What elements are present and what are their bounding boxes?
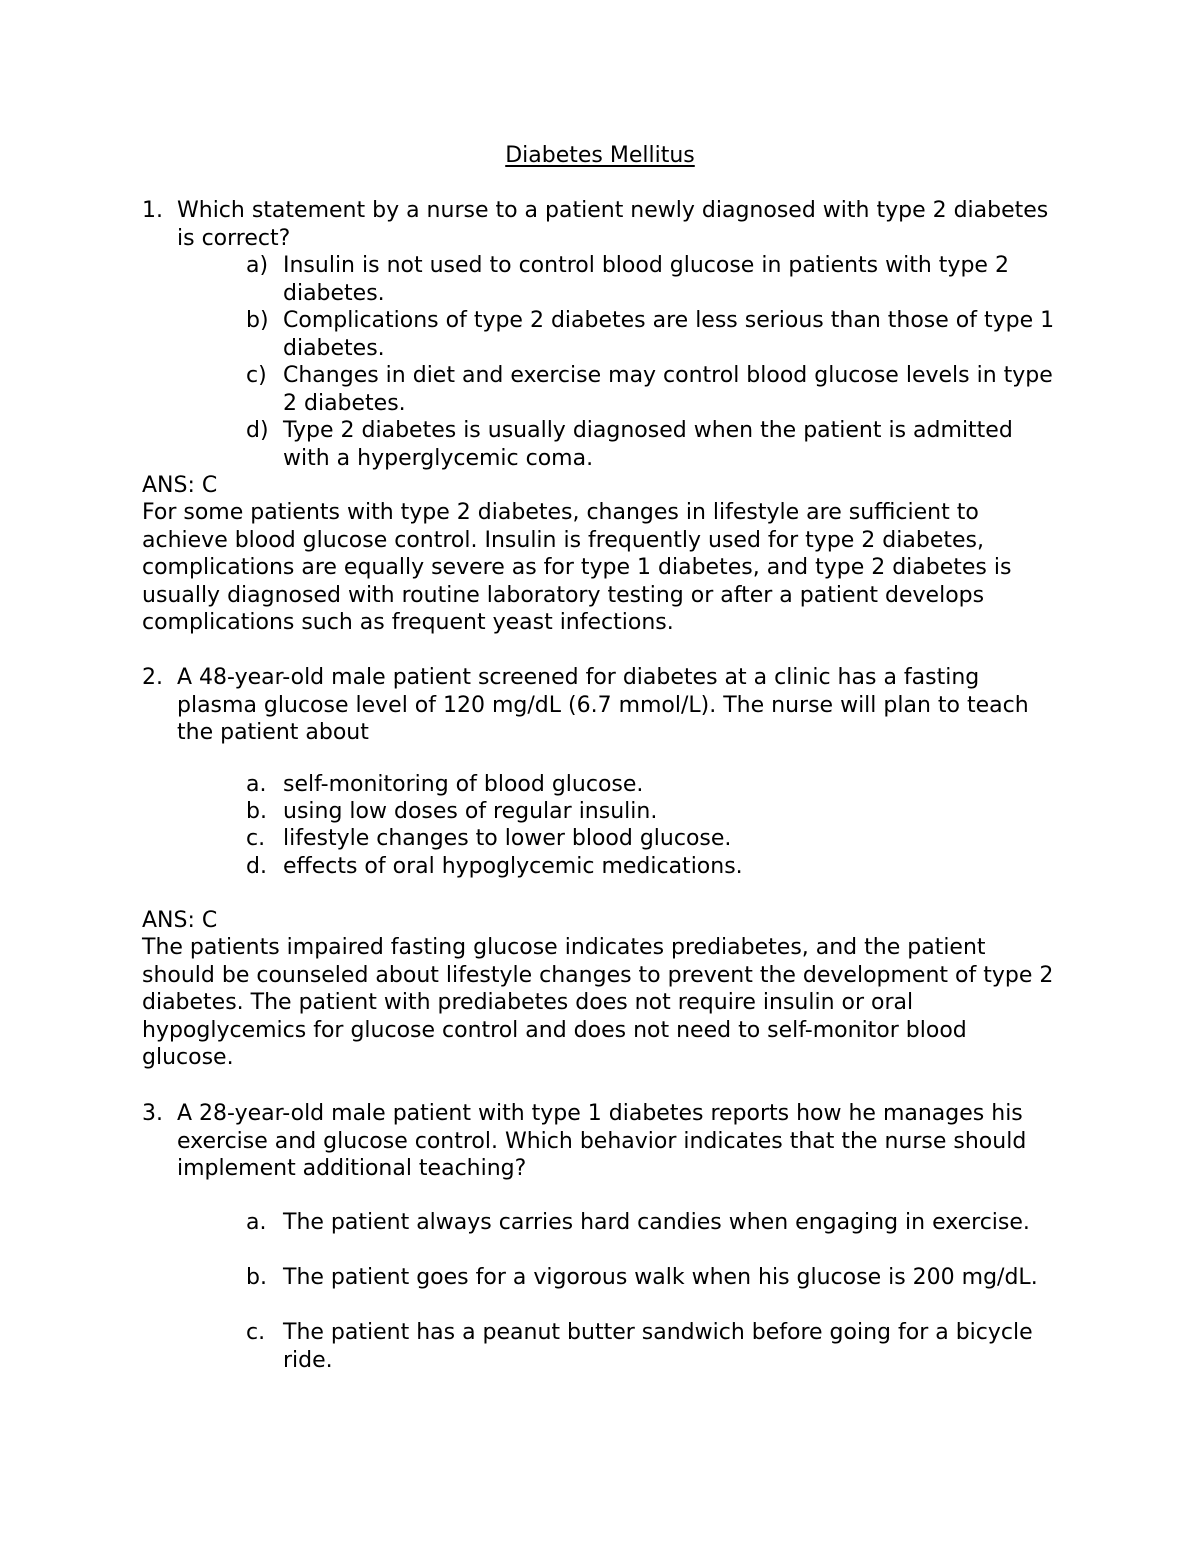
question-3-option-c: The patient has a peanut butter sandwich before going for a bicycle ride. — [283, 1320, 1033, 1373]
question-3-stem: A 28-year-old male patient with type 1 diabetes reports how he manages his exercise and glucose control. Which behavior indicates that the nurse should implement additional teaching? — [177, 1101, 1027, 1181]
question-3-option-c-label: c. — [246, 1320, 266, 1345]
question-2-option-a: self-monitoring of blood glucose. — [283, 772, 644, 797]
question-3-option-a-label: a. — [246, 1210, 267, 1235]
question-1-option-c: Changes in diet and exercise may control blood glucose levels in type 2 diabetes. — [283, 363, 1053, 416]
question-2-stem: A 48-year-old male patient screened for diabetes at a clinic has a fasting plasma glucose level of 120 mg/dL (6.7 mmol/L). The nurse will plan to teach the patient about — [177, 665, 1029, 745]
question-1-option-a-label: a) — [246, 253, 269, 278]
question-3-number: 3. — [142, 1101, 163, 1126]
question-2-rationale: The patients impaired fasting glucose indicates prediabetes, and the patient should be counseled about lifestyle changes to prevent the development of type 2 diabetes. The patient with prediabetes does not require insulin or oral hypoglycemics for glucose control and does not need to self-monitor blood glucose. — [142, 935, 1054, 1070]
question-1-option-b: Complications of type 2 diabetes are less serious than those of type 1 diabetes. — [283, 308, 1055, 361]
question-2-answer: ANS: C — [142, 908, 218, 933]
question-1-option-a: Insulin is not used to control blood glucose in patients with type 2 diabetes. — [283, 253, 1009, 306]
question-1-option-d-label: d) — [246, 418, 269, 443]
question-1-option-c-label: c) — [246, 363, 267, 388]
question-2-option-b: using low doses of regular insulin. — [283, 799, 658, 824]
question-2-option-d: effects of oral hypoglycemic medications. — [283, 854, 743, 879]
question-2-option-a-label: a. — [246, 772, 267, 797]
question-2-option-c-label: c. — [246, 826, 266, 851]
question-1-option-d: Type 2 diabetes is usually diagnosed when the patient is admitted with a hyperglycemic coma. — [283, 418, 1013, 471]
question-3-option-b-label: b. — [246, 1265, 267, 1290]
question-3-option-b: The patient goes for a vigorous walk when his glucose is 200 mg/dL. — [283, 1265, 1038, 1290]
question-1-stem: Which statement by a nurse to a patient newly diagnosed with type 2 diabetes is correct? — [177, 198, 1049, 251]
question-3-option-a: The patient always carries hard candies when engaging in exercise. — [283, 1210, 1030, 1235]
question-1-rationale: For some patients with type 2 diabetes, changes in lifestyle are sufficient to achieve blood glucose control. Insulin is frequently used for type 2 diabetes, complications are equally severe as for type 1 diabetes, and type 2 diabetes is usually diagnosed with routine laboratory testing or after a patient develops complications such as frequent yeast infections. — [142, 500, 1012, 635]
question-1-number: 1. — [142, 198, 163, 223]
question-1-option-b-label: b) — [246, 308, 269, 333]
question-1-answer: ANS: C — [142, 473, 218, 498]
page-title: Diabetes Mellitus — [505, 143, 695, 168]
question-2-option-d-label: d. — [246, 854, 267, 879]
question-2-option-b-label: b. — [246, 799, 267, 824]
question-2-number: 2. — [142, 665, 163, 690]
question-2-option-c: lifestyle changes to lower blood glucose. — [283, 826, 732, 851]
